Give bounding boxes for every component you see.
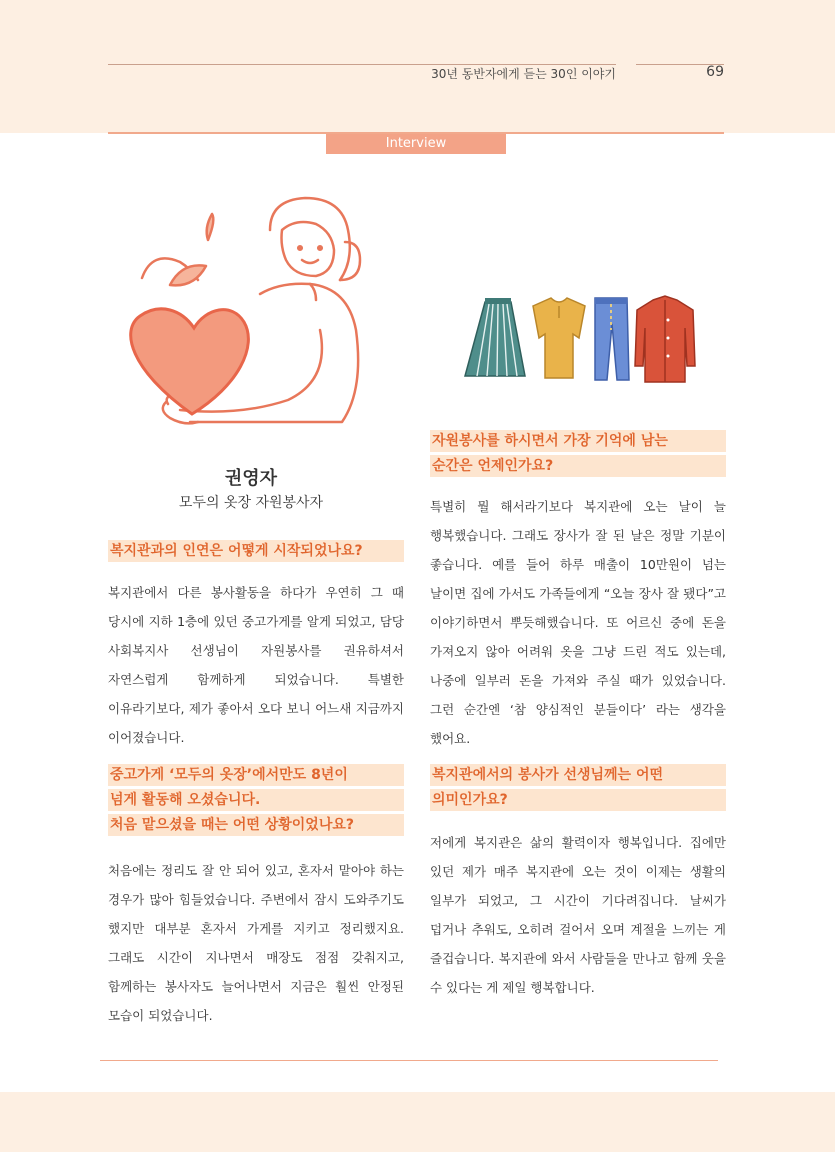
question-line: 자원봉사를 하시면서 가장 기억에 남는: [430, 430, 726, 452]
question-line: 순간은 언제인가요?: [430, 455, 726, 477]
interview-tag: Interview: [326, 134, 506, 154]
running-title: 30년 동반자에게 듣는 30인 이야기: [431, 67, 616, 81]
interviewee-name: 권영자: [224, 468, 278, 489]
question-3: [430, 430, 726, 480]
question-line: 복지관에서의 봉사가 선생님께는 어떤: [430, 764, 726, 786]
page-number: 69: [706, 64, 724, 80]
answer-4: 저에게 복지관은 삶의 활력이자 행복입니다. 집에만 있던 제가 매주 복지관에 오는 것이 이제는 생활의 일부가 되었고, 그 시간이 기다려집니다. 날씨가 덥거나 추워도, 오히려 걸어서 오며 계절을 느끼는 게 즐겁습니다. 복지관에 와서 사람들을 만나고 함께 웃을 수 있다는 게 제일 행복합니다.: [430, 835, 726, 995]
pleated-skirt-icon: [465, 298, 525, 376]
question-4: [430, 764, 726, 814]
answer-2: 처음에는 정리도 잘 안 되어 있고, 혼자서 맡아야 하는 경우가 많아 힘들었습니다. 주변에서 잠시 도와주기도 했지만 대부분 혼자서 가게를 지키고 정리했지요. 그래도 시간이 지나면서 매장도 점점 갖춰지고, 함께하는 봉사자도 늘어나면서 지금은 훨씬 안정된 모습이 되었습니다.: [108, 863, 404, 1023]
footer-band: [0, 1092, 835, 1152]
woman-heart-illustration-icon: [120, 190, 380, 450]
question-line: 복지관과의 인연은 어떻게 시작되었나요?: [108, 540, 404, 562]
question-2: [108, 764, 404, 839]
question-1: [108, 540, 404, 565]
question-line: 중고가게 ‘모두의 옷장’에서만도 8년이: [108, 764, 404, 786]
question-line: 처음 맡으셨을 때는 어떤 상황이었나요?: [108, 814, 404, 836]
question-line: 넘게 활동해 오셨습니다.: [108, 789, 404, 811]
question-line: 의미인가요?: [430, 789, 726, 811]
clothes-illustration-icon: [455, 290, 705, 390]
answer-1: 복지관에서 다른 봉사활동을 하다가 우연히 그 때 당시에 지하 1층에 있던 중고가게를 알게 되었고, 담당 사회복지사 선생님이 자원봉사를 권유하셔서 자연스럽게 함께하게 되었습니다. 특별한 이유라기보다, 제가 좋아서 오다 보니 어느새 지금까지 이어졌습니다.: [108, 585, 404, 745]
footer-rule: [100, 1060, 718, 1061]
answer-3: 특별히 뭘 해서라기보다 복지관에 오는 날이 늘 행복했습니다. 그래도 장사가 잘 된 날은 정말 기분이 좋습니다. 예를 들어 하루 매출이 10만원이 넘는 날이면 집에 가서도 가족들에게 “오늘 장사 잘 됐다”고 이야기하면서 뿌듯해했습니다. 또 어르신 중에 돈을 가져오지 않아 어려워 옷을 그냥 드린 적도 있는데, 나중에 일부러 돈을 가져와 주실 때가 있었습니다. 그런 순간엔 ‘참 양심적인 분들이다’ 라는 생각을 했어요.: [430, 499, 726, 746]
interviewee-role: 모두의 옷장 자원봉사자: [178, 495, 324, 511]
